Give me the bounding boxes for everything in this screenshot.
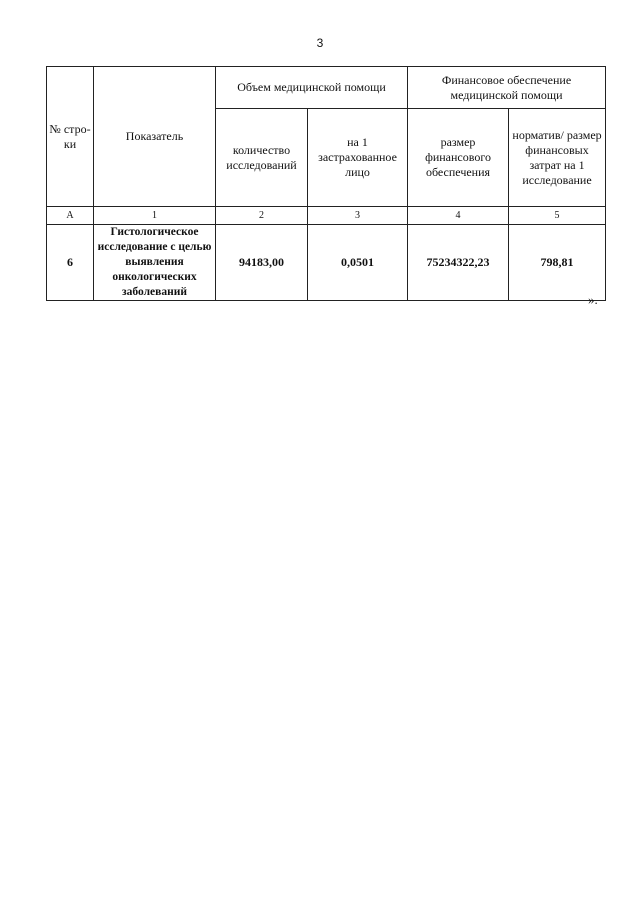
row-indicator: Гистологическое исследование с целью выявления онкологических заболеваний xyxy=(94,225,216,301)
column-number: 3 xyxy=(308,207,408,225)
header-finance-group: Финансовое обеспечение медицинской помощи xyxy=(408,67,606,109)
row-finance-size: 75234322,23 xyxy=(408,225,509,301)
header-norm: норматив/ размер финансовых затрат на 1 исследование xyxy=(509,109,606,207)
closing-quote-mark: ». xyxy=(588,292,598,307)
header-row-number: № стро-ки xyxy=(47,67,94,207)
page-number: 3 xyxy=(316,36,324,50)
row-number: 6 xyxy=(47,225,94,301)
column-number: 5 xyxy=(509,207,606,225)
row-per-insured: 0,0501 xyxy=(308,225,408,301)
column-number: А xyxy=(47,207,94,225)
header-finance-size: размер финансового обеспечения xyxy=(408,109,509,207)
table-row xyxy=(47,225,606,301)
column-number: 1 xyxy=(94,207,216,225)
row-count: 94183,00 xyxy=(216,225,308,301)
column-number: 4 xyxy=(408,207,509,225)
column-numbers-row xyxy=(47,207,606,225)
row-norm: 798,81 xyxy=(509,225,606,301)
column-number: 2 xyxy=(216,207,308,225)
header-indicator: Показатель xyxy=(94,67,216,207)
medical-care-table xyxy=(46,66,606,301)
header-per-insured: на 1 застрахованное лицо xyxy=(308,109,408,207)
header-count: количество исследований xyxy=(216,109,308,207)
header-volume-group: Объем медицинской помощи xyxy=(216,67,408,109)
header-row-1 xyxy=(47,67,606,109)
